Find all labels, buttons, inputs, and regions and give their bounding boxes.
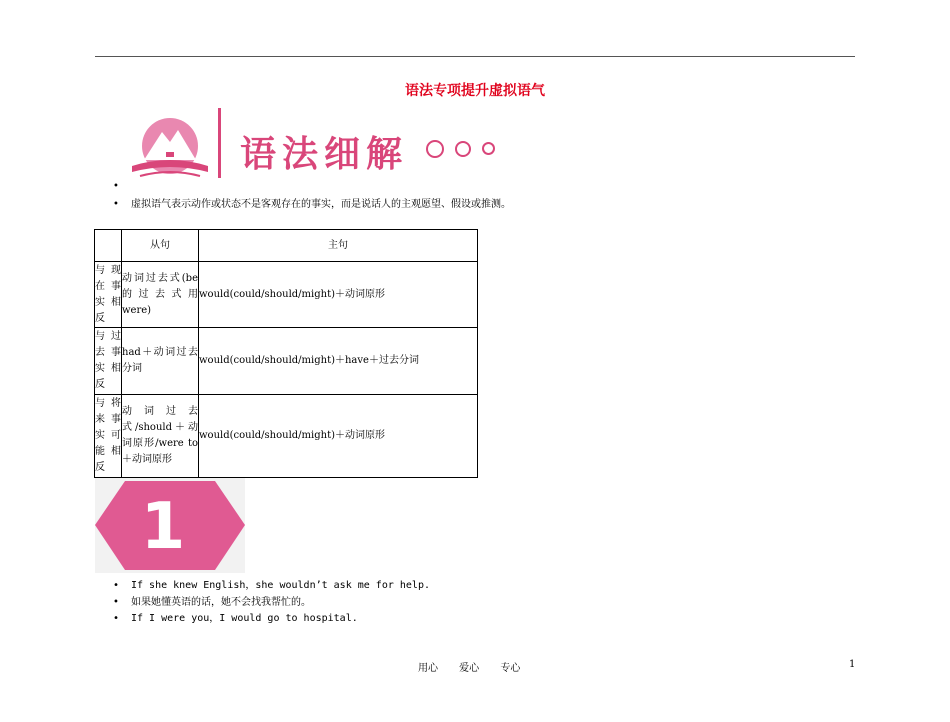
table-cell: 与过去事实相反 (95, 328, 122, 395)
table-header-row (95, 230, 478, 262)
table-cell: would(could/should/might)＋have＋过去分词 (199, 328, 478, 395)
banner-heading: 语法细解 (240, 134, 409, 175)
table-cell: 与将来事实可能相反 (95, 395, 122, 478)
table-row (95, 328, 478, 395)
list-item (113, 596, 311, 610)
definition-text: 虚拟语气表示动作或状态不是客观存在的事实，而是说话人的主观愿望、假设或推测。 (131, 199, 511, 210)
bullet-icon: • (113, 597, 119, 608)
example-sentence: If she knew English，she wouldn’t ask me for help. (131, 580, 430, 591)
banner-decoration (426, 138, 501, 158)
column-header: 主句 (199, 230, 478, 262)
table-cell: would(could/should/might)＋动词原形 (199, 395, 478, 478)
page-footer: 用心 爱心 专心 (418, 663, 521, 674)
number-badge (95, 478, 245, 573)
table-cell: 动词过去式(be 的过去式用were) (122, 262, 199, 328)
bullet-icon: • (113, 580, 120, 591)
bullet-icon: • (113, 613, 120, 624)
list-item (113, 180, 131, 194)
table-cell: would(could/should/might)＋动词原形 (199, 262, 478, 328)
circle-icon (482, 142, 495, 155)
list-item (113, 198, 511, 212)
grammar-table (94, 229, 478, 478)
list-item (113, 579, 430, 593)
bullet-icon: • (113, 199, 119, 210)
circle-icon (426, 140, 444, 158)
badge-number: 1 (140, 490, 186, 564)
mountain-logo-icon (130, 116, 210, 180)
column-header: 从句 (122, 230, 199, 262)
banner-divider (218, 108, 221, 178)
page-number: 1 (849, 659, 856, 670)
table-cell: 与现在事实相反 (95, 262, 122, 328)
document-title: 语法专项提升虚拟语气 (405, 83, 545, 99)
table-cell: had＋动词过去分词 (122, 328, 199, 395)
example-sentence: If I were you，I would go to hospital. (131, 613, 358, 624)
column-header (95, 230, 122, 262)
circle-icon (455, 141, 471, 157)
bullet-icon: • (113, 181, 119, 192)
example-translation: 如果她懂英语的话，她不会找我帮忙的。 (131, 597, 311, 608)
table-cell: 动词过去式/should＋动词原形/were to＋动词原形 (122, 395, 199, 478)
header-rule (95, 56, 855, 57)
table-row (95, 395, 478, 478)
section-banner (130, 108, 510, 178)
table-row (95, 262, 478, 328)
list-item (113, 612, 358, 626)
